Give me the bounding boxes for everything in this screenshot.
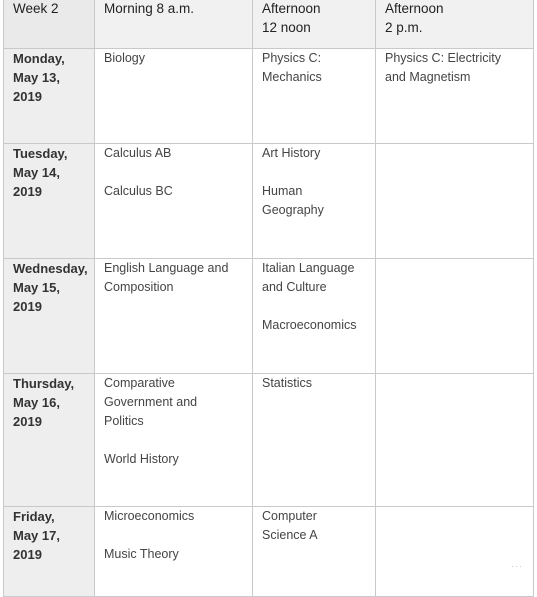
day-line: May 13, (13, 70, 60, 85)
table-row (4, 259, 534, 374)
day-line: May 16, (13, 395, 60, 410)
exam-line: and Magnetism (385, 70, 471, 84)
header-pm-line1: Afternoon (385, 1, 444, 16)
exam-line: Human (262, 184, 303, 198)
day-cell (4, 507, 95, 597)
exam-line: Science A (262, 528, 318, 542)
table-header (4, 0, 534, 49)
header-noon-line2: 12 noon (262, 20, 311, 35)
header-morning-label: Morning 8 a.m. (104, 1, 195, 16)
header-row (4, 0, 534, 49)
exam-line: Geography (262, 203, 324, 217)
day-line: Monday, (13, 51, 65, 66)
day-cell (4, 374, 95, 507)
header-pm-line2: 2 p.m. (385, 20, 423, 35)
morning-cell (95, 507, 253, 597)
exam-line: Politics (104, 414, 144, 428)
table-row (4, 507, 534, 597)
exam-line: Physics C: (262, 51, 322, 65)
header-week-label: Week 2 (13, 1, 59, 16)
day-line: Thursday, (13, 376, 75, 391)
morning-cell (95, 374, 253, 507)
spacer (104, 431, 243, 450)
noon-cell (253, 144, 376, 259)
header-noon (253, 0, 376, 49)
exam-line: Government and (104, 395, 198, 409)
day-line: May 15, (13, 280, 60, 295)
pm-cell (376, 49, 534, 144)
pm-cell (376, 259, 534, 374)
day-cell (4, 259, 95, 374)
noon-cell (253, 374, 376, 507)
day-line: 2019 (13, 299, 42, 314)
exam-line: and Culture (262, 280, 327, 294)
exam-line: Biology (104, 51, 145, 65)
exam-schedule-table (3, 0, 534, 597)
spacer (262, 163, 366, 182)
day-cell (4, 49, 95, 144)
header-week (4, 0, 95, 49)
table-row (4, 49, 534, 144)
exam-line: Mechanics (262, 70, 322, 84)
exam-line: Music Theory (104, 547, 179, 561)
morning-cell (95, 259, 253, 374)
header-noon-line1: Afternoon (262, 1, 321, 16)
day-line: 2019 (13, 547, 42, 562)
table-row (4, 144, 534, 259)
day-line: Friday, (13, 509, 55, 524)
day-line: 2019 (13, 89, 42, 104)
day-line: Tuesday, (13, 146, 68, 161)
exam-line: Macroeconomics (262, 318, 357, 332)
noon-cell (253, 49, 376, 144)
day-cell (4, 144, 95, 259)
exam-line: Comparative (104, 376, 175, 390)
spacer (104, 163, 243, 182)
noon-cell (253, 507, 376, 597)
day-line: Wednesday, (13, 261, 88, 276)
exam-line: Calculus AB (104, 146, 172, 160)
header-pm (376, 0, 534, 49)
exam-line: English Language and (104, 261, 229, 275)
day-line: 2019 (13, 184, 42, 199)
spacer (104, 526, 243, 545)
morning-cell (95, 144, 253, 259)
pm-cell (376, 374, 534, 507)
exam-line: Italian Language (262, 261, 355, 275)
exam-line: Computer (262, 509, 317, 523)
table-body (4, 49, 534, 597)
exam-line: Microeconomics (104, 509, 195, 523)
exam-line: Calculus BC (104, 184, 173, 198)
exam-line: Physics C: Electricity (385, 51, 501, 65)
table-row (4, 374, 534, 507)
pm-cell (376, 144, 534, 259)
exam-line: Statistics (262, 376, 313, 390)
exam-line: Art History (262, 146, 321, 160)
header-morning (95, 0, 253, 49)
noon-cell (253, 259, 376, 374)
exam-line: World History (104, 452, 179, 466)
day-line: May 14, (13, 165, 60, 180)
morning-cell (95, 49, 253, 144)
day-line: 2019 (13, 414, 42, 429)
day-line: May 17, (13, 528, 60, 543)
spacer (262, 297, 366, 316)
exam-line: Composition (104, 280, 174, 294)
pm-cell (376, 507, 534, 597)
watermark: ··· (511, 561, 523, 571)
